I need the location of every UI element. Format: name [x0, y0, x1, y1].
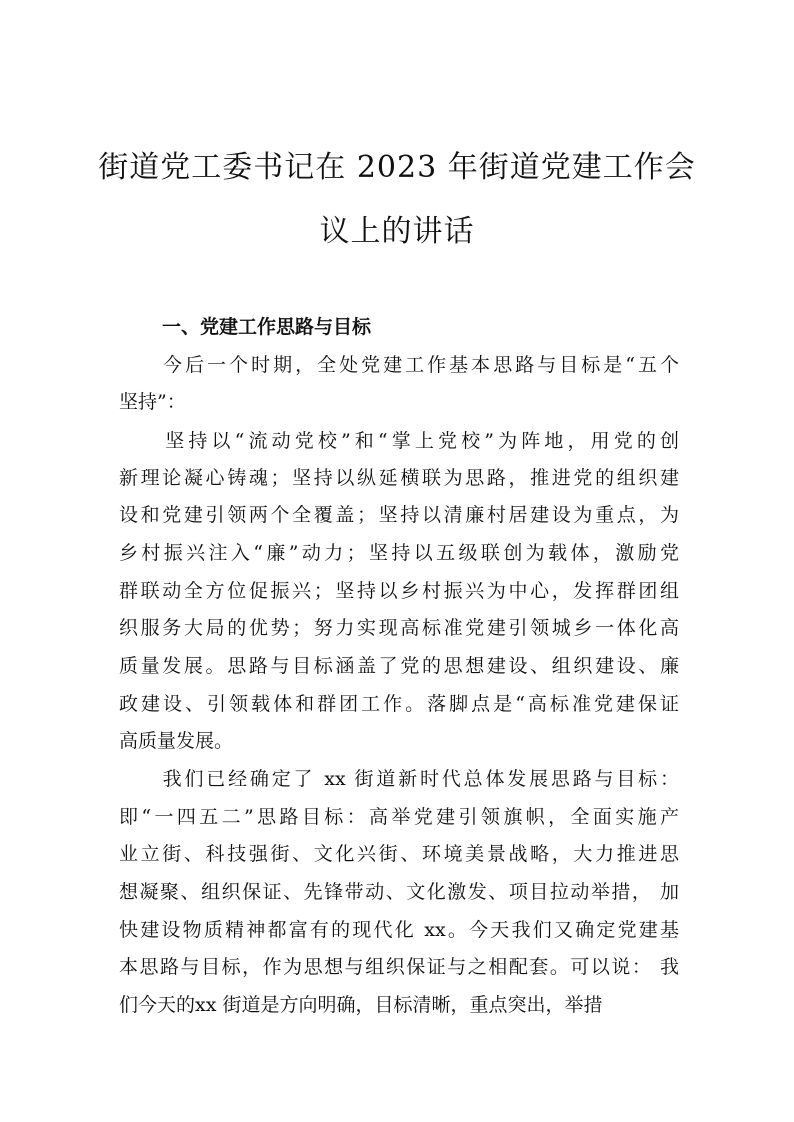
text-line: 即“一四五二”思路目标：高举党建引领旗帜，全面实施产: [119, 806, 679, 828]
text-line: 新理论凝心铸魂；坚持以纵延横联为思路，推进党的组织建: [119, 467, 679, 489]
text-line: 坚持以“流动党校”和“掌上党校”为阵地，用党的创: [119, 430, 679, 452]
document-title-line-2: 议上的讲话: [319, 214, 475, 249]
text-line: 想凝聚、组织保证、先锋带动、文化激发、项目拉动举措， 加: [119, 881, 679, 903]
text-line: 设和党建引领两个全覆盖；坚持以清廉村居建设为重点，为: [119, 504, 679, 526]
text-line: 坚持”：: [119, 391, 186, 413]
text-line: 本思路与目标，作为思想与组织保证与之相配套。可以说： 我: [119, 956, 679, 978]
text-line: 质量发展。思路与目标涵盖了党的思想建设、组织建设、廉: [119, 655, 679, 677]
text-line: 今后一个时期，全处党建工作基本思路与目标是“五个: [119, 354, 679, 376]
text-line: 乡村振兴注入“廉”动力；坚持以五级联创为载体，激励党: [119, 542, 679, 564]
text-line: 业立街、科技强街、文化兴街、环境美景战略，大力推进思: [119, 843, 679, 865]
text-line: 织服务大局的优势；努力实现高标准党建引领城乡一体化高: [119, 617, 679, 639]
text-line: 高质量发展。: [119, 730, 234, 752]
text-line: 我们已经确定了 xx 街道新时代总体发展思路与目标：: [119, 768, 679, 790]
text-line: 群联动全方位促振兴；坚持以乡村振兴为中心，发挥群团组: [119, 580, 679, 602]
text-line: 快建设物质精神都富有的现代化 xx。今天我们又确定党建基: [119, 919, 679, 941]
text-line: 政建设、引领载体和群团工作。落脚点是“高标准党建保证: [119, 693, 679, 715]
section-heading: 一、党建工作思路与目标: [162, 316, 372, 338]
text-line: 们今天的xx 街道是方向明确，目标清晰，重点突出，举措: [119, 994, 603, 1016]
document-title-line-1: 街道党工委书记在 2023 年街道党建工作会: [98, 150, 696, 185]
